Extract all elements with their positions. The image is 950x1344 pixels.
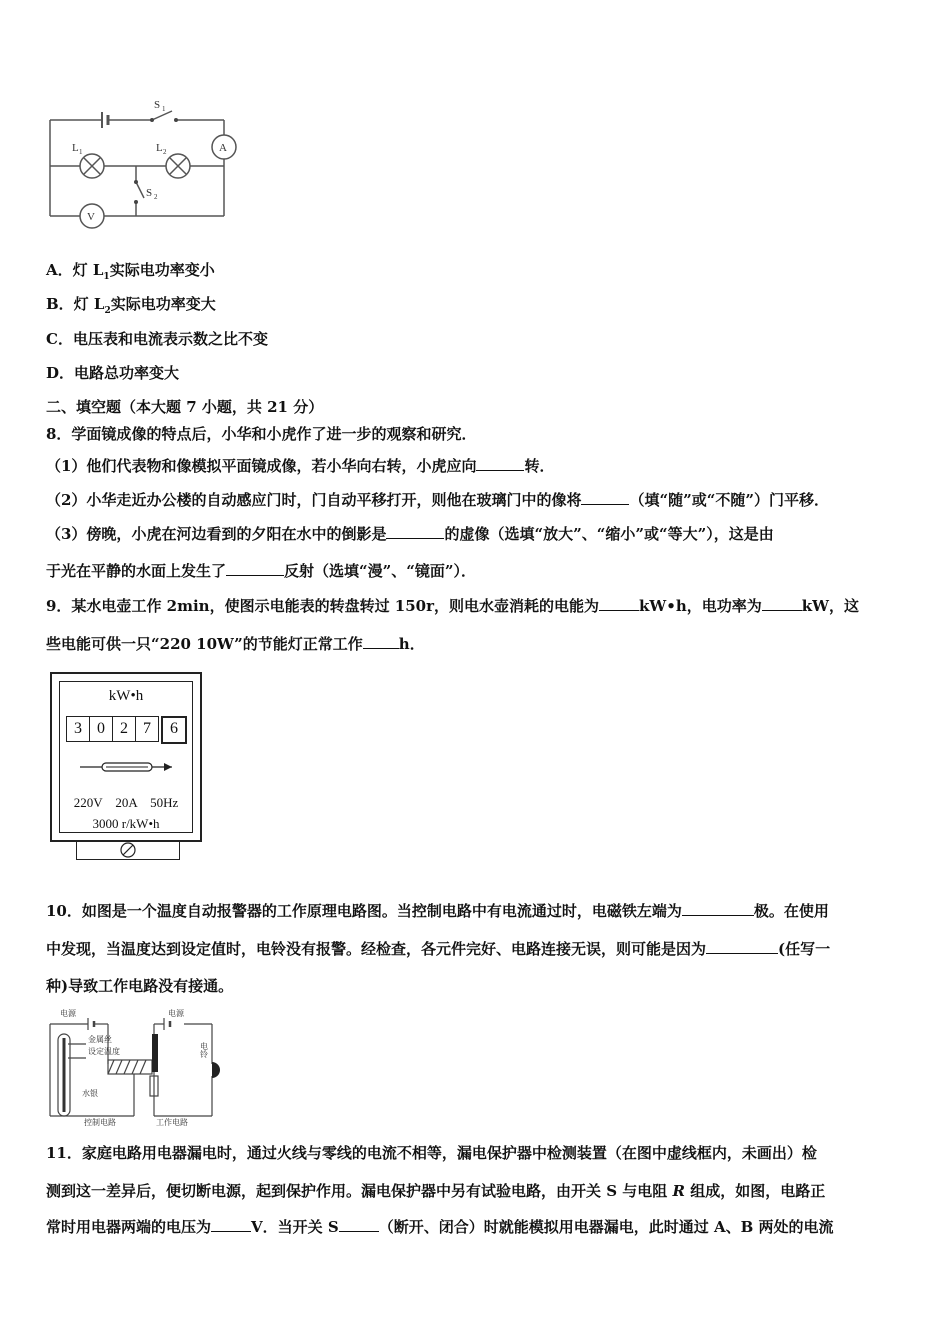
alarm-circuit-diagram (44, 1004, 224, 1128)
wire-label: 金属丝 (88, 1035, 112, 1044)
s1-sub: 1 (162, 105, 166, 113)
q9-line1: 9．某水电壶工作 2min，使图示电能表的转盘转过 150r，则电水壶消耗的电能为 kW•h，电功率为 kW，这 (46, 597, 859, 615)
meter-revolutions: 3000 r/kW•h (92, 816, 160, 831)
mercury-label: 水银 (82, 1089, 98, 1098)
voltmeter-label: V (87, 211, 95, 223)
ammeter-label: A (219, 142, 227, 154)
s1-label: S (154, 99, 161, 111)
option-c: C．电压表和电流表示数之比不变 (46, 330, 268, 348)
s2-sub: 2 (154, 193, 158, 201)
q8-part2: （2）小华走近办公楼的自动感应门时，门自动平移打开，则他在玻璃门中的像将 （填“随”或“不随”）门平移． (46, 491, 829, 509)
control-circuit-label: 控制电路 (84, 1118, 116, 1127)
l1-label: L (72, 142, 79, 154)
l2-label: L (156, 142, 163, 154)
s2-label: S (146, 187, 153, 199)
option-a: A．灯 $L_1$实际电功率变小 (46, 261, 215, 282)
q11-line2: 测到这一差异后，便切断电源，起到保护作用。漏电保护器中另有试验电路，由开关 S 与电阻 R 组成，如图，电路正 (46, 1182, 826, 1200)
meter-digit-last: 6 (161, 716, 187, 744)
q10-line2: 中发现，当温度达到设定值时，电铃没有报警。经检查，各元件完好、电路连接无误，则可能是因为 (任写一 (46, 940, 831, 958)
circuit-diagram-1 (44, 96, 244, 236)
option-d: D．电路总功率变大 (46, 364, 180, 382)
l1-sub: 1 (79, 148, 83, 156)
q8-part3-cont: 于光在平静的水面上发生了 反射（选填“漫”、“镜面”）． (46, 562, 477, 580)
meter-terminal (76, 840, 180, 860)
meter-digit: 0 (90, 716, 113, 742)
q8-stem: 8．学面镜成像的特点后，小华和小虎作了进一步的观察和研究． (46, 425, 477, 443)
q8-part3: （3）傍晚，小虎在河边看到的夕阳在水中的倒影是 的虚像（选填“放大”、“缩小”或“等大”），这是由 (46, 525, 774, 543)
l2-sub: 2 (163, 148, 167, 156)
q11-line3: 常时用电器两端的电压为 V．当开关 S （断开、闭合）时就能模拟用电器漏电，此时通过 A、B 两处的电流 (46, 1218, 834, 1236)
q10-line3: 种)导致工作电路没有接通。 (46, 977, 234, 995)
meter-ratings: 220V 20A 50Hz (73, 795, 179, 810)
bell-label: 电铃 (199, 1042, 209, 1058)
section-heading: 二、填空题（本大题 7 小题，共 21 分） (46, 398, 324, 416)
q8-part1: （1）他们代表物和像模拟平面镜成像，若小华向右转，小虎应向 转． (46, 457, 555, 475)
meter-digits (66, 716, 187, 744)
set-temp-label: 设定温度 (88, 1047, 120, 1056)
work-circuit-label: 工作电路 (156, 1118, 188, 1127)
q10-line1: 10．如图是一个温度自动报警器的工作原理电路图。当控制电路中有电流通过时，电磁铁左端为 极。在使用 (46, 902, 829, 920)
q11-line1: 11．家庭电路用电器漏电时，通过火线与零线的电流不相等，漏电保护器中检测装置（在图中虚线框内，未画出）检 (46, 1144, 817, 1162)
energy-meter (50, 672, 202, 842)
meter-digit: 7 (136, 716, 159, 742)
meter-digit: 3 (66, 716, 90, 742)
meter-unit: kW•h (108, 688, 144, 704)
meter-disc-icon (80, 760, 172, 774)
power-label-work: 电源 (168, 1009, 184, 1018)
terminal-screw-icon (119, 842, 137, 858)
power-label-control: 电源 (60, 1009, 76, 1018)
meter-digit: 2 (113, 716, 136, 742)
q9-line2: 些电能可供一只“220 10W”的节能灯正常工作 h． (46, 635, 425, 653)
option-b: B．灯 $L_2$实际电功率变大 (46, 295, 216, 316)
